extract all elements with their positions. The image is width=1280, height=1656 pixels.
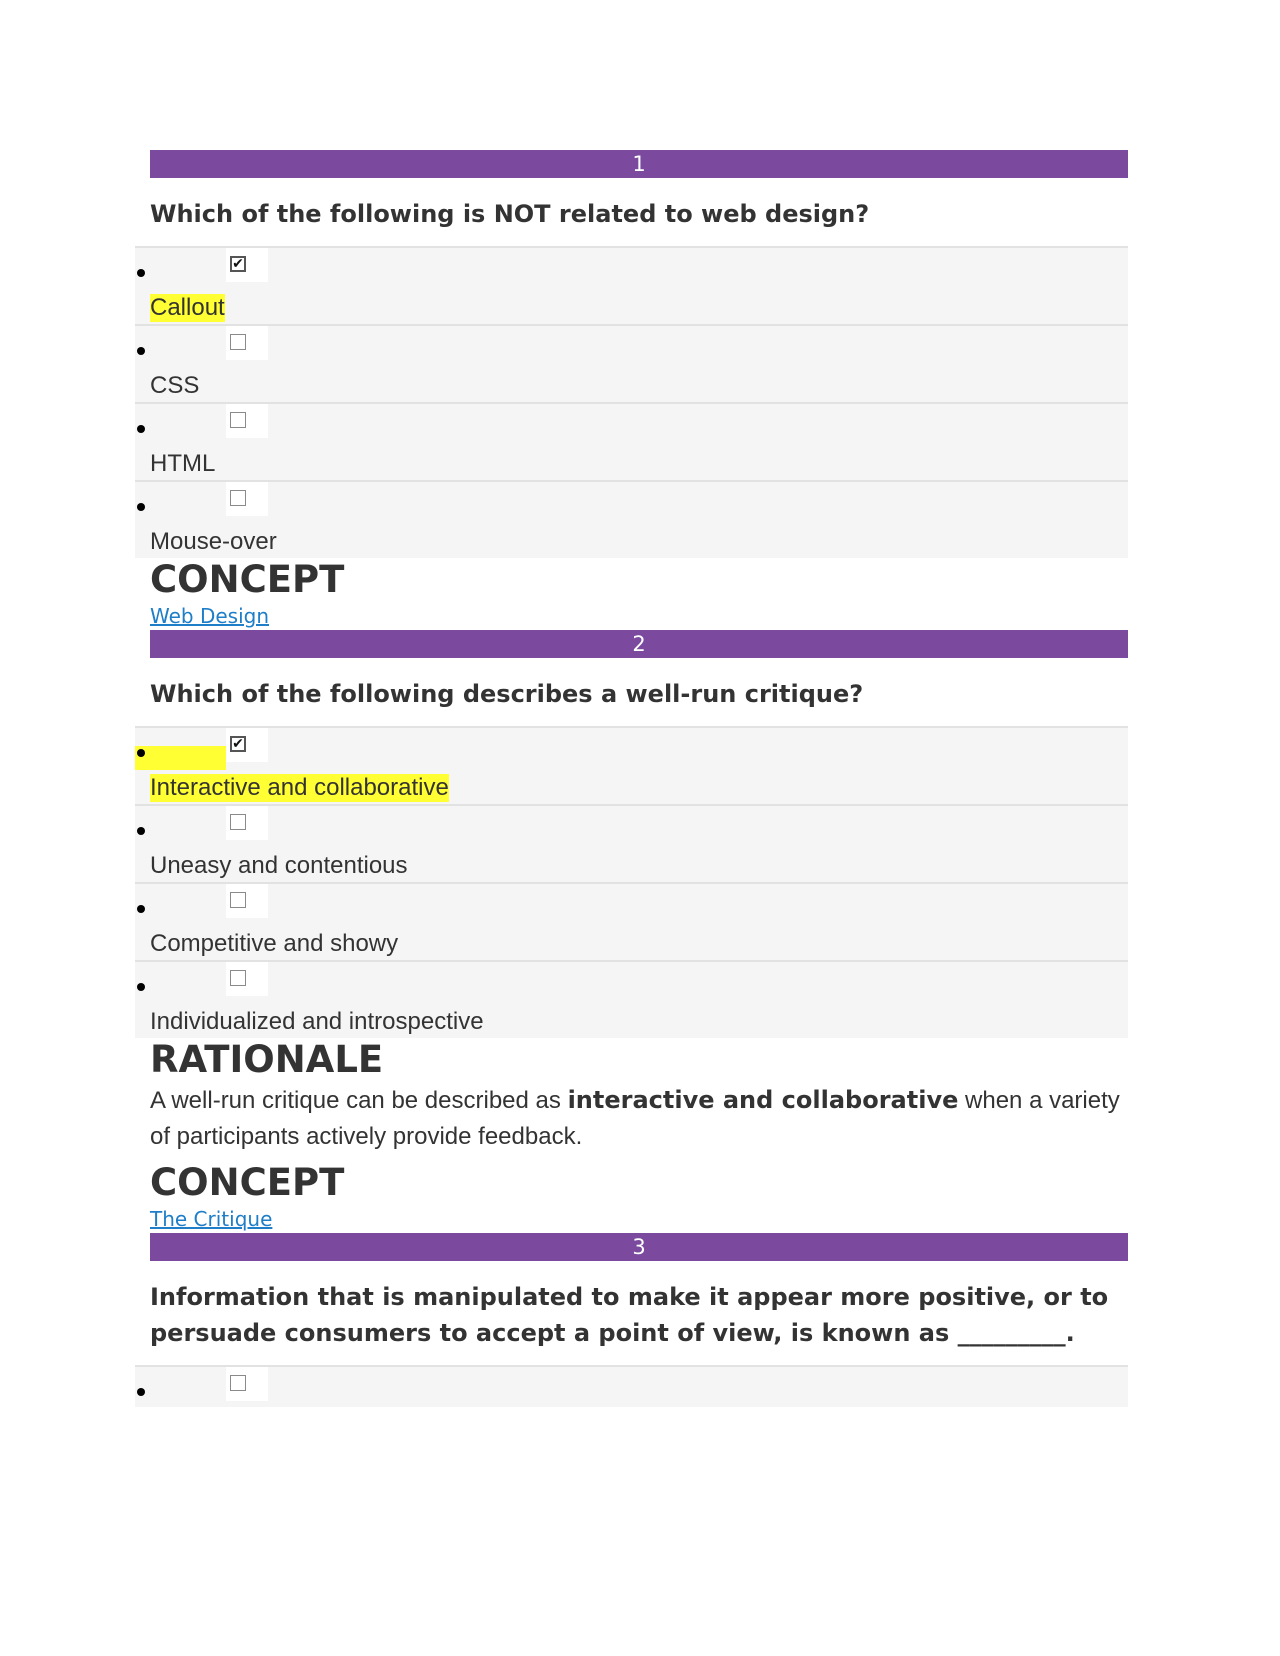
checkbox[interactable] xyxy=(230,412,246,428)
answer-options xyxy=(135,1365,1128,1407)
bullet-icon xyxy=(137,347,145,355)
bullet-icon xyxy=(137,1388,145,1396)
checkbox-container xyxy=(226,728,268,762)
quiz-page xyxy=(150,150,1128,1407)
checkbox[interactable] xyxy=(230,490,246,506)
checkbox[interactable] xyxy=(230,814,246,830)
checkbox-container xyxy=(226,482,268,516)
checkbox-checked[interactable]: ✔ xyxy=(230,736,246,752)
bullet-icon xyxy=(137,269,145,277)
bullet-icon xyxy=(137,905,145,913)
concept-link[interactable]: Web Design xyxy=(150,604,270,628)
question-text: Which of the following describes a well-run critique? xyxy=(150,680,864,708)
answer-label: Individualized and introspective xyxy=(150,1008,484,1035)
answer-option[interactable] xyxy=(135,246,1128,324)
checkbox-container xyxy=(226,404,268,438)
concept-heading: CONCEPT xyxy=(150,558,345,601)
rationale-heading: RATIONALE xyxy=(150,1038,384,1081)
answer-label: CSS xyxy=(150,372,200,399)
rationale-text-end: when a variety of participants actively provide feedback. xyxy=(150,1087,1120,1150)
answer-label: Interactive and collaborative xyxy=(150,774,449,801)
question-number-bar: 1 xyxy=(150,150,1128,178)
checkbox[interactable] xyxy=(230,892,246,908)
answer-label: Competitive and showy xyxy=(150,930,399,957)
checkbox-checked[interactable]: ✔ xyxy=(230,256,246,272)
bullet-icon xyxy=(137,983,145,991)
answer-label: HTML xyxy=(150,450,216,477)
question-text: Which of the following is NOT related to web design? xyxy=(150,200,870,228)
concept-heading: CONCEPT xyxy=(150,1161,345,1204)
bullet-icon xyxy=(137,503,145,511)
checkbox-container xyxy=(226,962,268,996)
rationale-text xyxy=(150,1082,1128,1155)
answer-option[interactable] xyxy=(135,726,1128,804)
bullet-icon xyxy=(137,827,145,835)
bullet-icon xyxy=(137,425,145,433)
answer-option[interactable] xyxy=(135,804,1128,882)
question-number-bar: 2 xyxy=(150,630,1128,658)
answer-option[interactable] xyxy=(135,324,1128,402)
rationale-text-start: A well-run critique can be described as xyxy=(150,1087,568,1114)
answer-label: Mouse-over xyxy=(150,528,277,555)
question-number-bar: 3 xyxy=(150,1233,1128,1261)
answer-option[interactable] xyxy=(135,402,1128,480)
checkbox[interactable] xyxy=(230,1375,246,1391)
checkbox[interactable] xyxy=(230,970,246,986)
rationale-emphasis: interactive and collaborative xyxy=(567,1086,959,1114)
checkbox-container xyxy=(226,1367,268,1401)
answer-options xyxy=(135,726,1128,1038)
checkbox[interactable] xyxy=(230,334,246,350)
answer-label: Callout xyxy=(150,294,225,321)
answer-label: Uneasy and contentious xyxy=(150,852,408,879)
checkbox-container xyxy=(226,326,268,360)
bullet-highlight xyxy=(135,746,226,770)
answer-option[interactable] xyxy=(135,480,1128,558)
answer-option[interactable] xyxy=(135,960,1128,1038)
concept-link[interactable]: The Critique xyxy=(150,1207,273,1231)
question-text: Information that is manipulated to make it appear more positive, or to persuade consumers to accept a point of view, is known as _________. xyxy=(150,1283,1109,1347)
answer-option[interactable] xyxy=(135,1365,1128,1407)
bullet-icon xyxy=(137,749,145,757)
checkbox-container xyxy=(226,806,268,840)
answer-option[interactable] xyxy=(135,882,1128,960)
answer-options xyxy=(135,246,1128,558)
checkbox-container xyxy=(226,248,268,282)
checkbox-container xyxy=(226,884,268,918)
